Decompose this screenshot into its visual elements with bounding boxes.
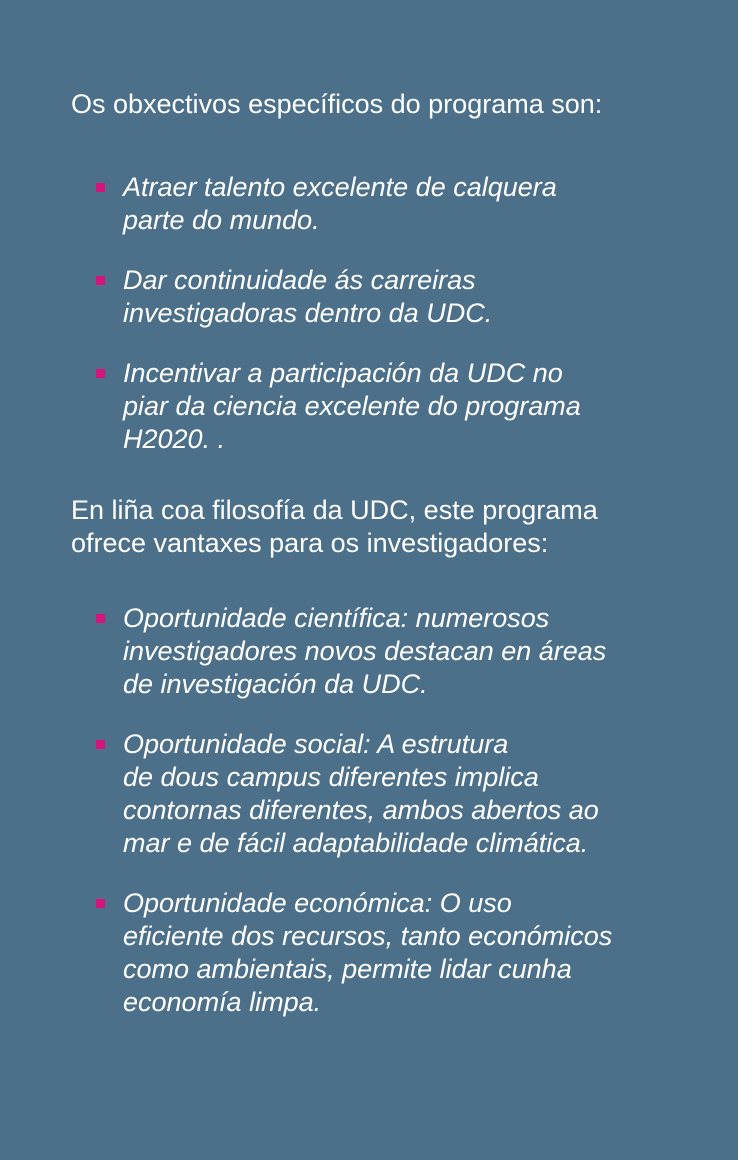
list-item [71,602,698,701]
bullet-icon [96,369,105,378]
bullet-icon [96,899,105,908]
bullet-icon [96,183,105,192]
bullet-icon [96,740,105,749]
list-item-line: Atraer talento excelente de calquera [123,172,557,202]
bullet-icon [96,276,105,285]
objectives-intro: Os obxectivos específicos do programa son: [71,89,603,119]
list-item-line: Oportunidade científica: numerosos [123,603,550,633]
advantages-list [71,602,698,1019]
list-item-line: de dous campus diferentes implica [123,762,539,792]
list-item-line: como ambientais, permite lidar cunha [123,954,572,984]
bullet-icon [96,614,105,623]
list-item [71,357,698,456]
list-item [71,887,698,1019]
list-item-line: Oportunidade social: A estrutura [123,729,509,759]
objectives-list [71,171,698,456]
list-item-line: investigadores novos destacan en áreas [123,636,607,666]
list-item-line: mar e de fácil adaptabilidade climática. [123,828,589,858]
advantages-intro-line: ofrece vantaxes para os investigadores: [71,528,549,558]
list-item-line: eficiente dos recursos, tanto económicos [123,921,613,951]
list-item [71,728,698,860]
list-item-line: investigadoras dentro da UDC. [123,298,493,328]
list-item-line: H2020. . [123,424,226,454]
list-item-line: piar da ciencia excelente do programa [123,391,581,421]
list-item [71,264,698,330]
list-item-line: de investigación da UDC. [123,669,428,699]
list-item-line: Incentivar a participación da UDC no [123,358,563,388]
advantages-intro-line: En liña coa filosofía da UDC, este programa [71,495,598,525]
advantages-intro [71,494,698,560]
list-item-line: Dar continuidade ás carreiras [123,265,476,295]
list-item-line: parte do mundo. [123,205,320,235]
list-item [71,171,698,237]
list-item-line: Oportunidade económica: O uso [123,888,512,918]
list-item-line: economía limpa. [123,987,322,1017]
list-item-line: contornas diferentes, ambos abertos ao [123,795,599,825]
